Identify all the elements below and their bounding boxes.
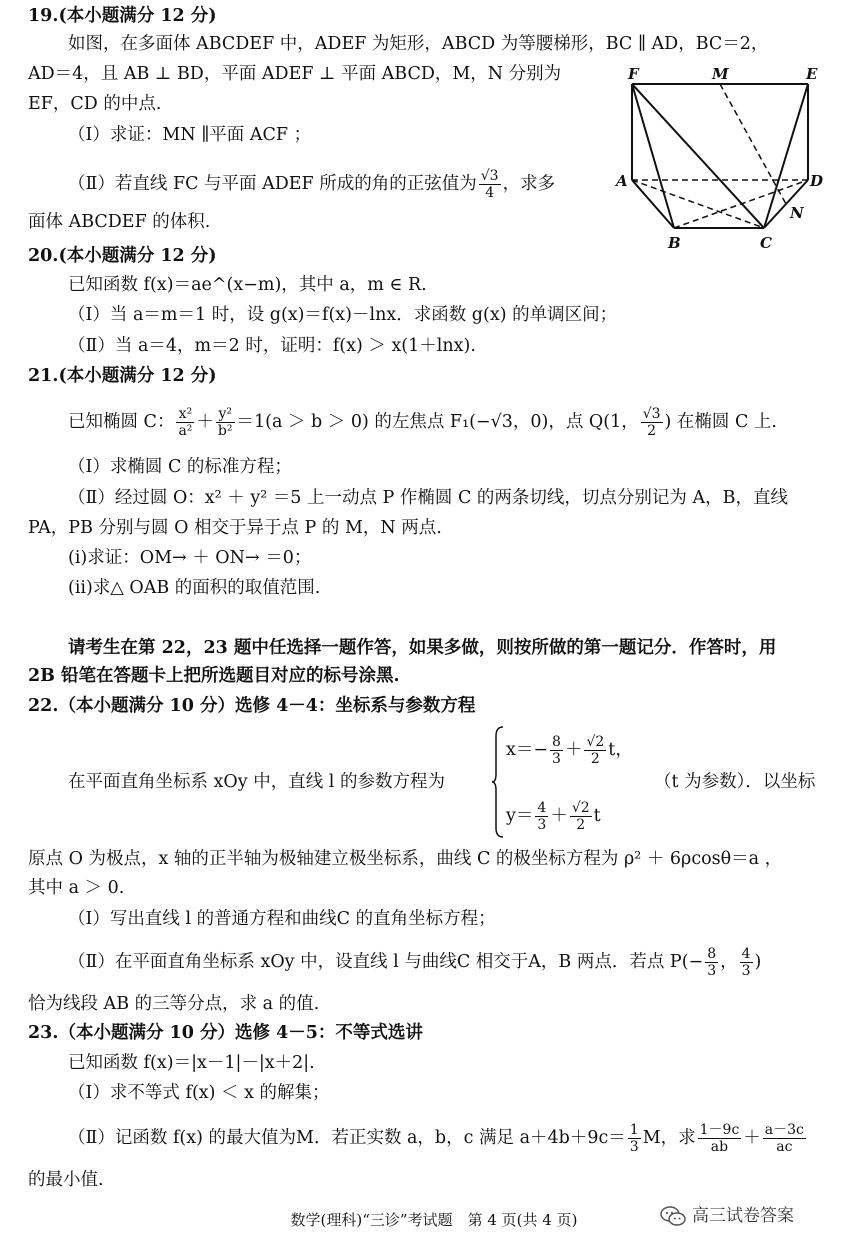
- q21-heading: 21.(本小题满分 12 分): [28, 366, 217, 386]
- q22-param-note: （t 为参数）．以坐标: [654, 772, 816, 792]
- fraction-denominator: 3: [629, 1139, 639, 1155]
- q21-part1: （Ⅰ）求椭圆 C 的标准方程；: [68, 457, 292, 477]
- fraction-denominator: 4: [485, 185, 495, 201]
- q23-line2: 的最小值.: [28, 1170, 104, 1190]
- q19-part2: [68, 164, 555, 204]
- fraction-denominator: ac: [776, 1139, 793, 1155]
- notice-line2: 2B 铅笔在答题卡上把所选题目对应的标号涂黑.: [28, 666, 400, 686]
- watermark: [660, 1201, 794, 1226]
- q22-line3: 其中 a ＞ 0.: [28, 878, 125, 898]
- one-third-fraction: [628, 1122, 641, 1155]
- expr-fraction-2: [763, 1122, 806, 1155]
- page-footer: 数学(理科)“三诊”考试题 第 4 页(共 4 页): [290, 1211, 578, 1229]
- q21-sub-ii: (ii)求△ OAB 的面积的取值范围.: [68, 578, 321, 598]
- fraction-numerator: y²: [216, 406, 235, 423]
- label-F: F: [628, 65, 639, 83]
- fraction-numerator: 4: [741, 946, 751, 962]
- ellipse-x-fraction: [176, 406, 194, 439]
- q19-line2: AD＝4，且 AB ⊥ BD，平面 ADEF ⊥ 平面 ABCD，M，N 分别为: [28, 64, 562, 84]
- q23-part2-text-a: （Ⅱ）记函数 f(x) 的最大值为M．若正实数 a，b，c 满足 a＋4b＋9c＝: [68, 1128, 626, 1148]
- fraction-numerator: √2: [586, 734, 605, 750]
- fraction-numerator: 8: [707, 946, 717, 962]
- q19-part1: （Ⅰ）求证：MN ∥平面 ACF ；: [68, 125, 312, 145]
- fraction-denominator: 2: [647, 423, 657, 439]
- label-B: B: [668, 234, 681, 252]
- plus-sign: ＋: [196, 412, 214, 432]
- q21-text-b: ＝1(a ＞ b ＞ 0) 的左焦点 F₁(−√3，0)，点 Q(1，: [236, 412, 639, 432]
- watermark-text: 高三试卷答案: [692, 1206, 794, 1226]
- q22-line1: 在平面直角坐标系 xOy 中，直线 l 的参数方程为: [68, 772, 445, 792]
- eq-y-prefix: y＝: [506, 806, 534, 826]
- fraction-numerator: 1－9c: [699, 1122, 740, 1138]
- fraction-numerator: √2: [571, 800, 590, 816]
- param-eq-x: [506, 730, 633, 770]
- label-N: N: [790, 204, 804, 222]
- q23-heading: 23.（本小题满分 10 分）选修 4－5：不等式选讲: [28, 1023, 423, 1043]
- polyhedron-figure: [612, 62, 842, 257]
- eq-y-fraction-2: [570, 800, 592, 833]
- q21-text-c: ) 在椭圆 C 上.: [664, 412, 777, 432]
- q20-part1: （Ⅰ）当 a＝m＝1 时，设 g(x)＝f(x)－lnx．求函数 g(x) 的单调区间；: [68, 305, 618, 325]
- fraction-denominator: 3: [741, 963, 751, 979]
- q21-line1: [68, 402, 777, 442]
- eq-x-fraction-1: [550, 734, 563, 767]
- q23-part2-text-b: M，求: [642, 1128, 696, 1148]
- label-D: D: [810, 172, 824, 190]
- q20-heading: 20.(本小题满分 12 分): [28, 246, 217, 266]
- point-q-fraction: [641, 406, 663, 439]
- label-C: C: [760, 234, 772, 252]
- plus-sign: ＋: [743, 1128, 761, 1148]
- param-eq-y: [506, 796, 601, 836]
- q20-part2: （Ⅱ）当 a＝4，m＝2 时，证明：f(x) ＞ x(1＋lnx).: [68, 336, 476, 356]
- q19-heading: 19.(本小题满分 12 分): [28, 6, 217, 26]
- q20-line1: 已知函数 f(x)＝ae^(x−m)，其中 a，m ∈ R.: [68, 275, 427, 295]
- fraction-numerator: √3: [642, 406, 661, 422]
- fraction-numerator: x²: [176, 406, 194, 423]
- comma: ，: [720, 952, 738, 972]
- plus-sign: ＋: [550, 806, 568, 826]
- q22-line4: 恰为线段 AB 的三等分点，求 a 的值.: [28, 994, 320, 1014]
- eq-x-prefix: x＝−: [506, 740, 549, 760]
- q19-line1: 如图，在多面体 ABCDEF 中，ADEF 为矩形，ABCD 为等腰梯形，BC ∥ AD，BC＝2，: [68, 34, 769, 54]
- fraction-numerator: 1: [629, 1122, 639, 1138]
- wechat-icon: [660, 1206, 686, 1226]
- edge-BD-dashed: [674, 180, 808, 228]
- ellipse-y-fraction: [216, 406, 235, 439]
- fraction-denominator: 3: [552, 751, 561, 767]
- fraction-denominator: a²: [178, 423, 193, 439]
- expr-fraction-1: [698, 1122, 742, 1155]
- notice-line1: 请考生在第 22，23 题中任选择一题作答，如果多做，则按所做的第一题记分．作答时，用: [68, 638, 777, 658]
- fraction-denominator: b²: [217, 423, 233, 439]
- q19-line3: EF，CD 的中点.: [28, 94, 162, 114]
- system-brace: [492, 726, 504, 838]
- q19-part2-text-a: （Ⅱ）若直线 FC 与平面 ADEF 所成的角的正弦值为: [68, 174, 477, 194]
- q19-part2-fraction: [479, 168, 501, 201]
- label-M: M: [712, 65, 729, 83]
- q22-part2-text-b: ): [754, 952, 762, 972]
- eq-y-suffix: t: [593, 806, 601, 826]
- q21-sub-i: (i)求证：OM→ ＋ ON→ ＝0；: [68, 548, 312, 568]
- fraction-denominator: 3: [707, 963, 717, 979]
- fraction-numerator: a－3c: [764, 1122, 804, 1138]
- eq-x-suffix: t，: [608, 740, 633, 760]
- fraction-numerator: √3: [480, 168, 499, 184]
- q22-heading: 22.（本小题满分 10 分）选修 4－4：坐标系与参数方程: [28, 696, 476, 716]
- q23-line1: 已知函数 f(x)＝|x－1|－|x＋2|.: [68, 1053, 315, 1073]
- q23-part1: （Ⅰ）求不等式 f(x) ＜ x 的解集；: [68, 1083, 330, 1103]
- fraction-denominator: 2: [576, 817, 586, 833]
- label-A: A: [616, 172, 628, 190]
- q21-text-a: 已知椭圆 C：: [68, 412, 175, 432]
- q19-part2-text-b: ，求多: [502, 174, 556, 194]
- q22-part1: （Ⅰ）写出直线 l 的普通方程和曲线C 的直角坐标方程；: [68, 909, 496, 929]
- point-p-y-fraction: [740, 946, 753, 979]
- fraction-denominator: 3: [537, 817, 547, 833]
- fraction-denominator: 2: [590, 751, 600, 767]
- q19-line4: 面体 ABCDEF 的体积.: [28, 212, 211, 232]
- label-E: E: [806, 65, 818, 83]
- edge-FC: [632, 84, 764, 228]
- q22-part2: [68, 942, 761, 982]
- fraction-numerator: 4: [537, 800, 547, 816]
- q21-part2-cont: PA，PB 分别与圆 O 相交于异于点 P 的 M，N 两点.: [28, 518, 442, 538]
- q22-part2-text-a: （Ⅱ）在平面直角坐标系 xOy 中，设直线 l 与曲线C 相交于A，B 两点．若点 P(−: [68, 952, 704, 972]
- point-p-x-fraction: [705, 946, 718, 979]
- fraction-denominator: ab: [710, 1139, 729, 1155]
- q21-part2: （Ⅱ）经过圆 O：x² ＋ y² ＝5 上一动点 P 作椭圆 C 的两条切线，切点分别记为 A，B，直线: [68, 488, 788, 508]
- eq-x-fraction-2: [584, 734, 606, 767]
- plus-sign: ＋: [564, 740, 583, 760]
- fraction-numerator: 8: [552, 734, 561, 750]
- q23-part2: [68, 1118, 808, 1158]
- eq-y-fraction-1: [535, 800, 548, 833]
- q22-line2: 原点 O 为极点，x 轴的正半轴为极轴建立极坐标系，曲线 C 的极坐标方程为 ρ² ＋ 6ρcosθ＝a ，: [28, 849, 783, 869]
